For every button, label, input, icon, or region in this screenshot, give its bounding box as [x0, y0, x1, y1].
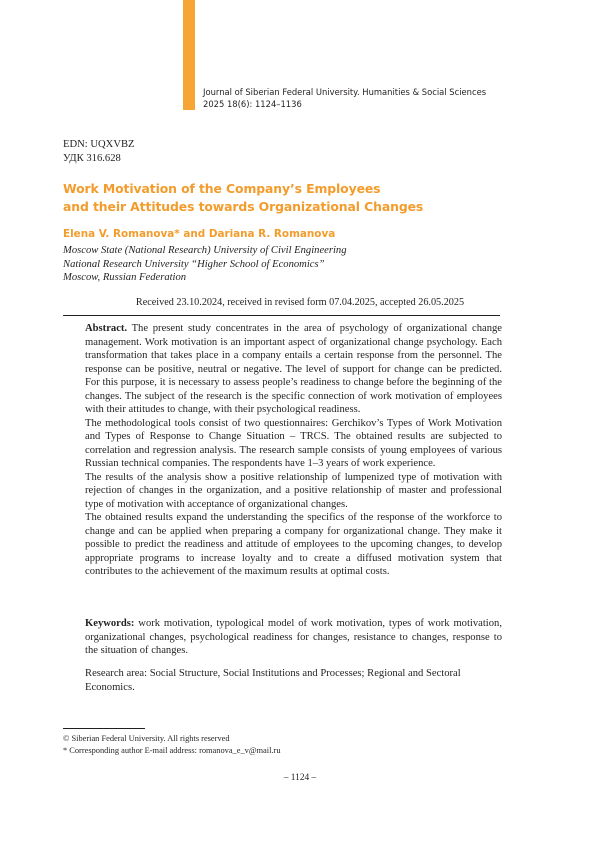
journal-header: [203, 87, 486, 110]
article-authors: Elena V. Romanova* and Dariana R. Romanova: [63, 228, 336, 240]
title-line-2: and their Attitudes towards Organizational Changes: [63, 198, 424, 214]
article-title: [63, 180, 423, 215]
keywords-text: work motivation, typological model of work motivation, types of work motivation, organizational changes, psychological readiness for changes, resistance to changes, response to the situation of changes.: [85, 618, 502, 656]
abstract-paragraph-2: The methodological tools consist of two questionnaires: Gerchikov’s Types of Work Motivation and Types of Response to Change Situation – TRCS. The obtained results are subjected to correlation and regression analysis. The research sample consists of young employees of various Russian technical companies. The respondents have 1–3 years of work experience.: [85, 417, 502, 469]
research-area: Research area: Social Structure, Social Institutions and Processes; Regional and Sectoral Economics.: [85, 668, 461, 693]
abstract-paragraph-3: The results of the analysis show a positive relationship of lumpenized type of motivation with rejection of changes in the organization, and a positive relationship of master and professional type of motivation with acceptance of organizational changes.: [85, 471, 502, 510]
keywords-block: [85, 617, 502, 658]
journal-volume: 2025 18(6): 1124–1136: [203, 98, 302, 109]
footnotes: [63, 733, 281, 756]
author-affiliations: [63, 244, 347, 285]
copyright-note: © Siberian Federal University. All rights reserved: [63, 734, 230, 743]
abstract-text-1: The present study concentrates in the area of psychology of organizational change management. Work motivation is an important aspect of organizational change psychology. Each transformation that takes place in a company entails a certain response from the personnel. The response can be positive, neutral or negative. The level of support for change can be predicted. For this purpose, it is necessary to assess people’s readiness to change before the beginning of the changes. The subject of the research is the specific connection of work motivation of employees with their attitudes to change, with their psychological readiness.: [85, 323, 502, 415]
journal-accent-bar: [183, 0, 195, 110]
affiliation-3: Moscow, Russian Federation: [63, 272, 187, 283]
edn-code: EDN: UQXVBZ: [63, 139, 135, 150]
title-line-1: Work Motivation of the Company’s Employees: [63, 181, 381, 196]
footnote-divider: [63, 728, 145, 729]
affiliation-1: Moscow State (National Research) University of Civil Engineering: [63, 245, 347, 256]
corresponding-author-note: * Corresponding author E-mail address: romanova_e_v@mail.ru: [63, 745, 281, 755]
journal-name: Journal of Siberian Federal University. Humanities & Social Sciences: [203, 87, 487, 97]
udk-code: УДК 316.628: [63, 152, 121, 164]
received-dates: Received 23.10.2024, received in revised form 07.04.2025, accepted 26.05.2025: [135, 297, 465, 308]
abstract-block: [85, 322, 502, 579]
keywords-label: Keywords:: [85, 618, 135, 629]
abstract-paragraph-4: The obtained results expand the understanding the specifics of the response of the workforce to change and can be applied when preparing a company for organizational change. They make it possible to predict the readiness and attitude of employees to the upcoming changes, to develop appropriate programs to increase loyalty and to create a diffused motivation system that contributes to the achievement of the maximum results at optimal costs.: [85, 512, 502, 577]
abstract-paragraph-1: [85, 322, 502, 417]
abstract-label: Abstract.: [85, 323, 128, 334]
page-number: – 1124 –: [283, 773, 317, 783]
affiliation-2: National Research University “Higher School of Economics”: [63, 258, 325, 270]
classification-codes: [63, 138, 135, 165]
abstract-divider: [63, 315, 500, 316]
